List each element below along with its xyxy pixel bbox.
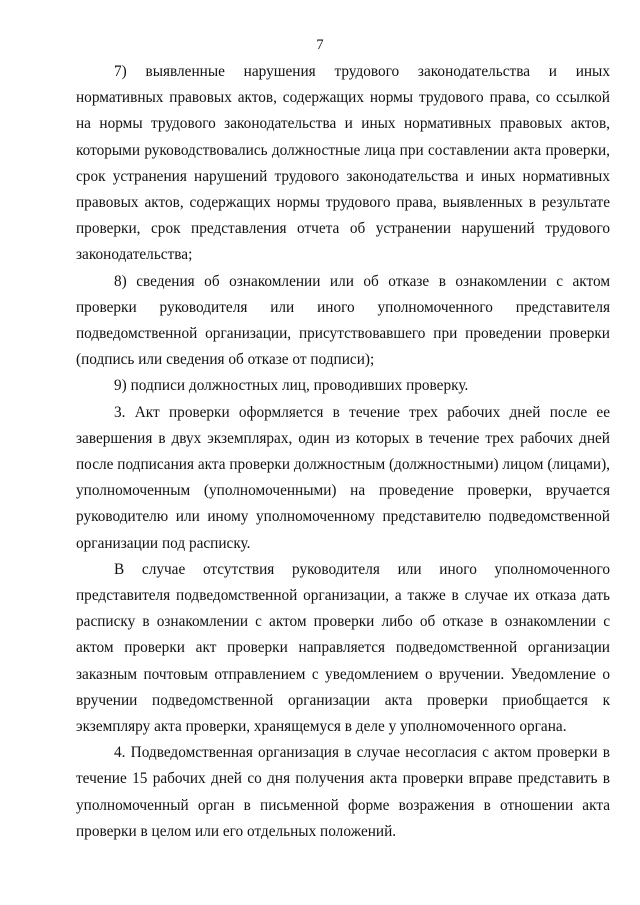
paragraph-item-8: 8) сведения об ознакомлении или об отказе в ознакомлении с актом проверки руководителя или иного уполномоченного представителя подведомственной организации, присутствовавшего при проведении проверки (подпись или сведения об отказе от подписи);: [76, 272, 610, 369]
page-number: 7: [316, 37, 324, 53]
paragraph-item-7: 7) выявленные нарушения трудового законодательства и иных нормативных правовых актов, содержащих нормы трудового права, со ссылкой на нормы трудового законодательства и иных нормативных правовых актов, которыми руководствовались должностные лица при составлении акта проверки, срок устранения нарушений трудового законодательства и иных нормативных правовых актов, содержащих нормы трудового права, выявленных в результате проверки, срок представления отчета об устранении нарушений трудового законодательства;: [76, 63, 610, 264]
paragraph-absence-case: В случае отсутствия руководителя или иного уполномоченного представителя подведомственной организации, а также в случае их отказа дать расписку в ознакомлении с актом проверки либо об отказе в ознакомлении с актом проверки акт проверки направляется подведомственной организации заказным почтовым отправлением с уведомлением о вручении. Уведомление о вручении подведомственной организации акта проверки приобщается к экземпляру акта проверки, хранящемуся в деле у уполномоченного органа.: [76, 560, 610, 736]
paragraph-item-9: 9) подписи должностных лиц, проводивших проверку.: [114, 377, 469, 395]
paragraph-section-4: 4. Подведомственная организация в случае несогласия с актом проверки в течение 15 рабочих дней со дня получения акта проверки вправе представить в уполномоченный орган в письменной форме возражения в отношении акта проверки в целом или его отдельных положений.: [76, 744, 610, 840]
paragraph-section-3: 3. Акт проверки оформляется в течение трех рабочих дней после ее завершения в двух экземплярах, один из которых в течение трех рабочих дней после подписания акта проверки должностным (должностными) лицом (лицами), уполномоченным (уполномоченными) на проведение проверки, вручается руководителю или иному уполномоченному представителю подведомственной организации под расписку.: [76, 403, 610, 552]
document-body: [76, 59, 610, 845]
